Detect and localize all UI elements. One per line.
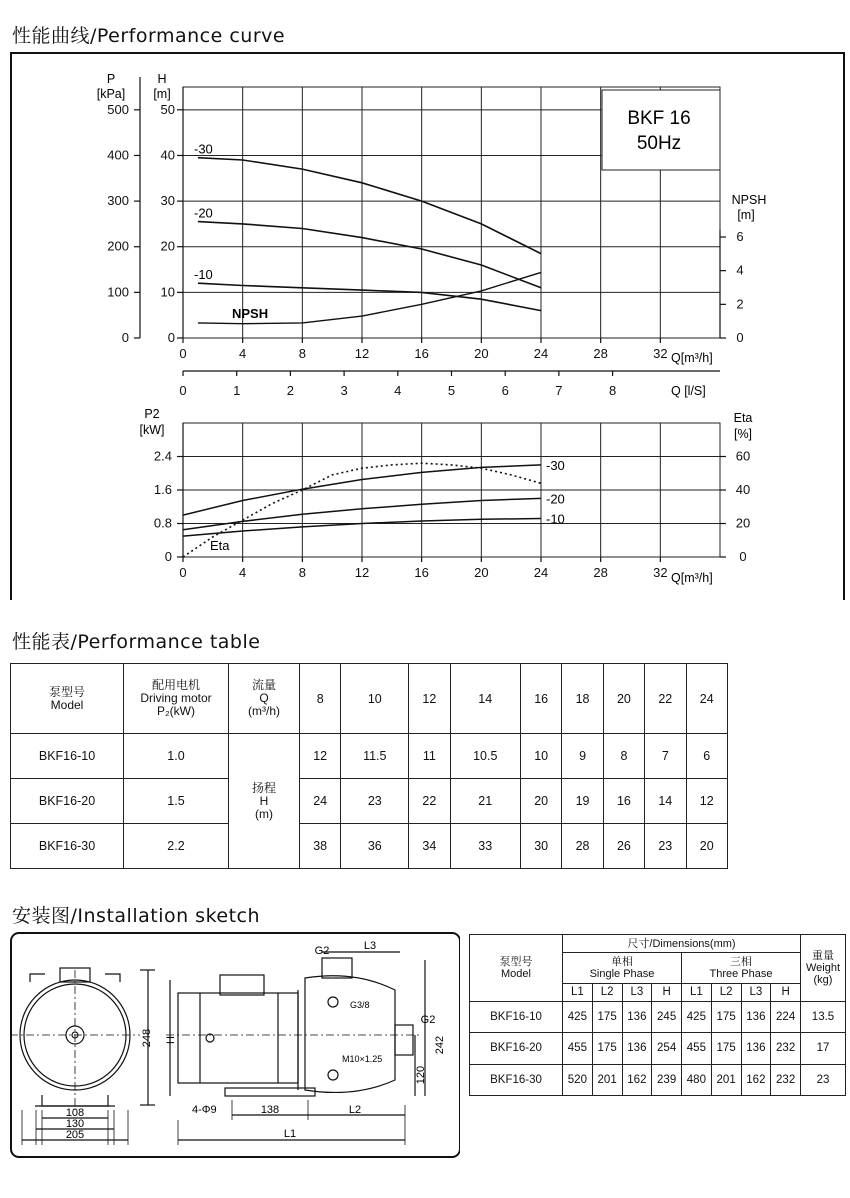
flow-tick-label: 0	[179, 565, 187, 580]
power-tick-label: 0	[164, 549, 172, 564]
series-label: -30	[194, 141, 213, 157]
head-cell: 23	[645, 824, 686, 869]
head-cell: 26	[603, 824, 644, 869]
series-label: -20	[194, 205, 213, 221]
head-cell: 21	[450, 779, 520, 824]
head-cell: 22	[409, 779, 450, 824]
pressure-axis-title: P	[106, 72, 116, 86]
series-label: Eta	[210, 538, 230, 553]
weight-cell: 13.5	[801, 1001, 846, 1032]
head-cell: 30	[520, 824, 561, 869]
pressure-tick-label: 400	[107, 147, 129, 163]
power-cell: 1.5	[124, 779, 229, 824]
dim-h: H	[165, 1036, 177, 1044]
head-cell: 10.5	[450, 734, 520, 779]
pressure-tick-label: 0	[121, 330, 129, 345]
flow-tick-label: 8	[298, 565, 306, 580]
head-tick-label: 40	[160, 147, 175, 163]
flow-ls-tick-label: 0	[179, 383, 187, 398]
g38-label: G3/8	[350, 1000, 370, 1010]
head-cell: 14	[645, 779, 686, 824]
flow-ls-axis-label: Q [l/S]	[671, 384, 706, 398]
flow-tick-label: 8	[298, 346, 306, 361]
power-cell: 1.0	[124, 734, 229, 779]
dim-205: 205	[65, 1129, 85, 1141]
series-label: -20	[546, 491, 565, 507]
holes-label: 4-Φ9	[192, 1104, 217, 1116]
flow-tick-label: 12	[354, 565, 370, 580]
table-row	[11, 824, 728, 869]
dim-130: 130	[65, 1118, 85, 1130]
npsh-axis-title: NPSH	[731, 193, 767, 207]
weight-cell: 23	[801, 1064, 846, 1095]
head-cell: 7	[645, 734, 686, 779]
dim-cell: 455	[563, 1033, 593, 1064]
table-row	[11, 734, 728, 779]
flow-ls-tick-label: 7	[555, 383, 563, 398]
dim-cell: 175	[592, 1033, 622, 1064]
eta-tick-label: 60	[735, 448, 751, 464]
col-header: L2	[711, 983, 741, 1001]
pressure-tick-label: 200	[107, 238, 129, 254]
flow-ls-tick-label: 2	[286, 383, 295, 398]
pump-side-view	[166, 952, 425, 1145]
col-header: L2	[592, 983, 622, 1001]
flow-tick-label: 4	[239, 346, 247, 361]
dim-cell: 224	[771, 1001, 801, 1032]
col-header: L1	[682, 983, 712, 1001]
pressure-tick-label: 100	[107, 284, 129, 300]
dim-108: 108	[65, 1107, 85, 1119]
dim-cell: 175	[592, 1001, 622, 1032]
installation-sketch	[0, 930, 460, 1160]
head-cell: 16	[603, 779, 644, 824]
power-tick-label: 2.4	[153, 448, 172, 464]
flow-tick-label: 20	[474, 565, 489, 580]
power-axis-unit: [kW]	[139, 423, 165, 437]
performance-table-title: 性能表/Performance table	[12, 631, 261, 653]
model-cell: BKF16-10	[11, 734, 124, 779]
model-cell: BKF16-30	[470, 1064, 563, 1095]
col-header: H	[771, 983, 801, 1001]
dim-cell: 175	[711, 1033, 741, 1064]
flow-axis-label: Q[m³/h]	[671, 351, 713, 365]
head-cell: 8	[603, 734, 644, 779]
dim-model-header: 泵型号 Model	[470, 935, 563, 1002]
flow-tick-label: 16	[414, 346, 429, 361]
dim-cell: 136	[741, 1001, 771, 1032]
dimensions-header: 尺寸/Dimensions(mm)	[563, 935, 801, 953]
flow-ls-tick-label: 3	[340, 383, 348, 398]
flow-tick-label: 24	[533, 346, 549, 361]
head-cell: 23	[341, 779, 409, 824]
npsh-tick-label: 4	[736, 262, 744, 278]
dim-cell: 201	[592, 1064, 622, 1095]
head-cell: 20	[686, 824, 727, 869]
flow-tick-label: 16	[414, 565, 429, 580]
dim-cell: 136	[741, 1033, 771, 1064]
npsh-tick-label: 6	[736, 229, 744, 244]
flow-value: 22	[645, 664, 686, 734]
dim-cell: 520	[563, 1064, 593, 1095]
g2-side-label: G2	[420, 1014, 436, 1026]
head-cell: 11.5	[341, 734, 409, 779]
flow-tick-label: 28	[593, 565, 608, 580]
flow-tick-label: 32	[653, 346, 668, 361]
head-cell: 38	[300, 824, 341, 869]
flow-ls-tick-label: 8	[608, 383, 617, 398]
head-cell: 9	[562, 734, 603, 779]
head-cell: 11	[409, 734, 450, 779]
dim-cell: 136	[622, 1001, 652, 1032]
dim-cell: 136	[622, 1033, 652, 1064]
dim-cell: 425	[682, 1001, 712, 1032]
head-axis-unit: [m]	[153, 87, 171, 101]
flow-value: 24	[686, 664, 727, 734]
head-cell: 10	[520, 734, 561, 779]
flow-header: 流量 Q (m³/h)	[229, 664, 300, 734]
dim-cell: 162	[741, 1064, 771, 1095]
head-cell: 6	[686, 734, 727, 779]
col-header: L1	[563, 983, 593, 1001]
table-row	[470, 1001, 846, 1032]
dim-242: 242	[434, 1035, 446, 1055]
series-line-h20	[198, 222, 541, 288]
eta-tick-label: 20	[735, 515, 751, 531]
flow-value: 20	[603, 664, 644, 734]
single-phase-header: 单相 Single Phase	[563, 953, 682, 983]
flow-tick-label: 4	[239, 565, 247, 580]
head-axis-title: H	[157, 72, 167, 86]
dimensions-table	[469, 934, 846, 1096]
series-label: -10	[194, 267, 213, 283]
pressure-tick-label: 500	[107, 101, 129, 117]
flow-value: 16	[520, 664, 561, 734]
model-cell: BKF16-20	[11, 779, 124, 824]
dim-cell: 232	[771, 1064, 801, 1095]
head-tick-label: 30	[160, 193, 175, 209]
head-cell: 33	[450, 824, 520, 869]
performance-table	[10, 663, 728, 869]
flow-tick-label: 24	[533, 565, 549, 580]
head-tick-label: 50	[160, 101, 175, 117]
m10-label: M10×1.25	[342, 1054, 383, 1064]
npsh-tick-label: 2	[736, 296, 744, 312]
flow-tick-label: 0	[179, 346, 187, 361]
head-tick-label: 20	[160, 238, 175, 254]
weight-cell: 17	[801, 1033, 846, 1064]
flow-ls-tick-label: 4	[394, 383, 402, 398]
eta-axis-title: Eta	[733, 411, 753, 425]
frequency-label: 50Hz	[636, 133, 682, 154]
power-cell: 2.2	[124, 824, 229, 869]
flow-ls-tick-label: 5	[447, 383, 456, 398]
weight-header: 重量 Weight (kg)	[801, 935, 846, 1002]
dim-cell: 201	[711, 1064, 741, 1095]
dim-cell: 232	[771, 1033, 801, 1064]
l1-label: L1	[283, 1128, 297, 1140]
head-cell: 24	[300, 779, 341, 824]
flow-tick-label: 32	[653, 565, 668, 580]
flow-value: 18	[562, 664, 603, 734]
pressure-axis-unit: [kPa]	[96, 87, 126, 101]
dim-cell: 239	[652, 1064, 682, 1095]
performance-curve-title: 性能曲线/Performance curve	[12, 25, 286, 47]
eta-tick-label: 0	[739, 549, 747, 564]
flow-axis-label-lower: Q[m³/h]	[671, 571, 713, 585]
eta-tick-label: 40	[735, 482, 751, 497]
table-row	[11, 779, 728, 824]
dim-cell: 245	[652, 1001, 682, 1032]
dim-248: 248	[141, 1028, 153, 1048]
flow-value: 12	[409, 664, 450, 734]
model-cell: BKF16-20	[470, 1033, 563, 1064]
dim-cell: 162	[622, 1064, 652, 1095]
dim-cell: 455	[682, 1033, 712, 1064]
series-label: -10	[546, 511, 565, 527]
flow-tick-label: 28	[593, 346, 608, 361]
head-cell: 12	[686, 779, 727, 824]
model-label: BKF 16	[627, 108, 691, 129]
dim-cell: 175	[711, 1001, 741, 1032]
col-header: L3	[741, 983, 771, 1001]
head-cell: 20	[520, 779, 561, 824]
head-cell: 28	[562, 824, 603, 869]
power-tick-label: 0.8	[153, 515, 172, 531]
dim-cell: 425	[563, 1001, 593, 1032]
npsh-axis-unit: [m]	[737, 208, 755, 222]
series-label: -30	[546, 457, 565, 473]
model-cell: BKF16-10	[470, 1001, 563, 1032]
table-row	[470, 1033, 846, 1064]
flow-tick-label: 20	[474, 346, 489, 361]
table-row	[470, 1064, 846, 1095]
flow-value: 10	[341, 664, 409, 734]
power-tick-label: 1.6	[153, 482, 172, 497]
head-header: 扬程 H (m)	[229, 734, 300, 869]
model-header: 泵型号 Model	[11, 664, 124, 734]
series-label: NPSH	[232, 306, 269, 321]
npsh-tick-label: 0	[736, 330, 744, 345]
three-phase-header: 三相 Three Phase	[682, 953, 801, 983]
motor-header: 配用电机 Driving motor P₂(kW)	[124, 664, 229, 734]
dim-cell: 254	[652, 1033, 682, 1064]
dim-120: 120	[415, 1065, 427, 1085]
head-tick-label: 10	[160, 284, 175, 300]
model-box	[602, 90, 720, 170]
power-axis-title: P2	[144, 407, 160, 421]
head-tick-label: 0	[167, 330, 175, 345]
head-cell: 36	[341, 824, 409, 869]
flow-value: 8	[300, 664, 341, 734]
dim-cell: 480	[682, 1064, 712, 1095]
l3-label: L3	[363, 940, 377, 952]
g2-top-label: G2	[314, 945, 330, 957]
eta-axis-unit: [%]	[733, 427, 753, 441]
flow-ls-tick-label: 6	[501, 383, 509, 398]
flow-ls-tick-label: 1	[233, 383, 241, 398]
l2-label: L2	[348, 1104, 362, 1116]
head-cell: 12	[300, 734, 341, 779]
flow-tick-label: 12	[354, 346, 370, 361]
col-header: L3	[622, 983, 652, 1001]
model-cell: BKF16-30	[11, 824, 124, 869]
col-header: H	[652, 983, 682, 1001]
pressure-tick-label: 300	[107, 193, 129, 209]
head-cell: 34	[409, 824, 450, 869]
dim-138: 138	[260, 1104, 280, 1116]
installation-sketch-title: 安装图/Installation sketch	[12, 905, 261, 927]
head-cell: 19	[562, 779, 603, 824]
flow-value: 14	[450, 664, 520, 734]
